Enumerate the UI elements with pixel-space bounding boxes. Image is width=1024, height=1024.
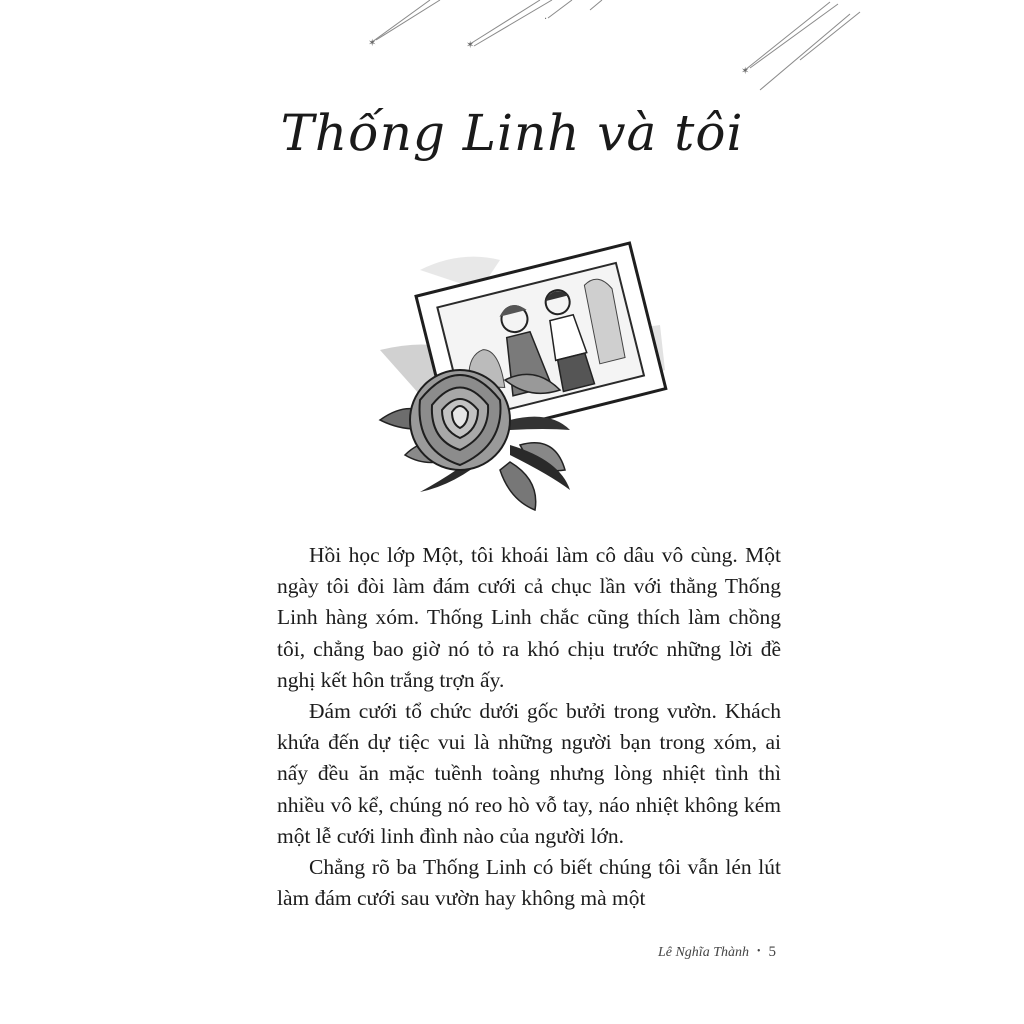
wedding-photo-with-rose-icon [360, 230, 680, 520]
paragraph-2: Đám cưới tổ chức dưới gốc bưởi trong vườn. Khách khứa đến dự tiệc vui là những người bạn trong xóm, ai nấy đều ăn mặc tuềnh toàng nhưng lòng nhiệt tình thì nhiều vô kể, chúng nó reo hò vỗ tay, náo nhiệt không kém một lễ cưới linh đình nào của người lớn. [277, 699, 781, 848]
footer-separator: • [756, 946, 761, 957]
page-number: 5 [768, 944, 776, 960]
chapter-title: Thống Linh và tôi [280, 104, 744, 162]
chapter-body [277, 540, 781, 914]
paragraph-1: Hồi học lớp Một, tôi khoái làm cô dâu vô cùng. Một ngày tôi đòi làm đám cưới cả chục lần với thằng Thống Linh hàng xóm. Thống Linh chắc cũng thích làm chồng tôi, chẳng bao giờ nó tỏ ra khó chịu trước những lời đề nghị kết hôn trắng trợn ấy. [277, 543, 781, 692]
svg-text:✶: ✶ [741, 66, 750, 77]
paragraph-3: Chẳng rõ ba Thống Linh có biết chúng tôi vẫn lén lút làm đám cưới sau vườn hay không mà một [277, 855, 781, 911]
author-name: Lê Nghĩa Thành [657, 945, 749, 960]
svg-text:·: · [544, 14, 548, 25]
svg-text:✶: ✶ [466, 40, 475, 51]
shooting-stars-decoration [0, 0, 1024, 110]
page-footer [658, 944, 776, 961]
svg-text:✶: ✶ [368, 38, 377, 49]
